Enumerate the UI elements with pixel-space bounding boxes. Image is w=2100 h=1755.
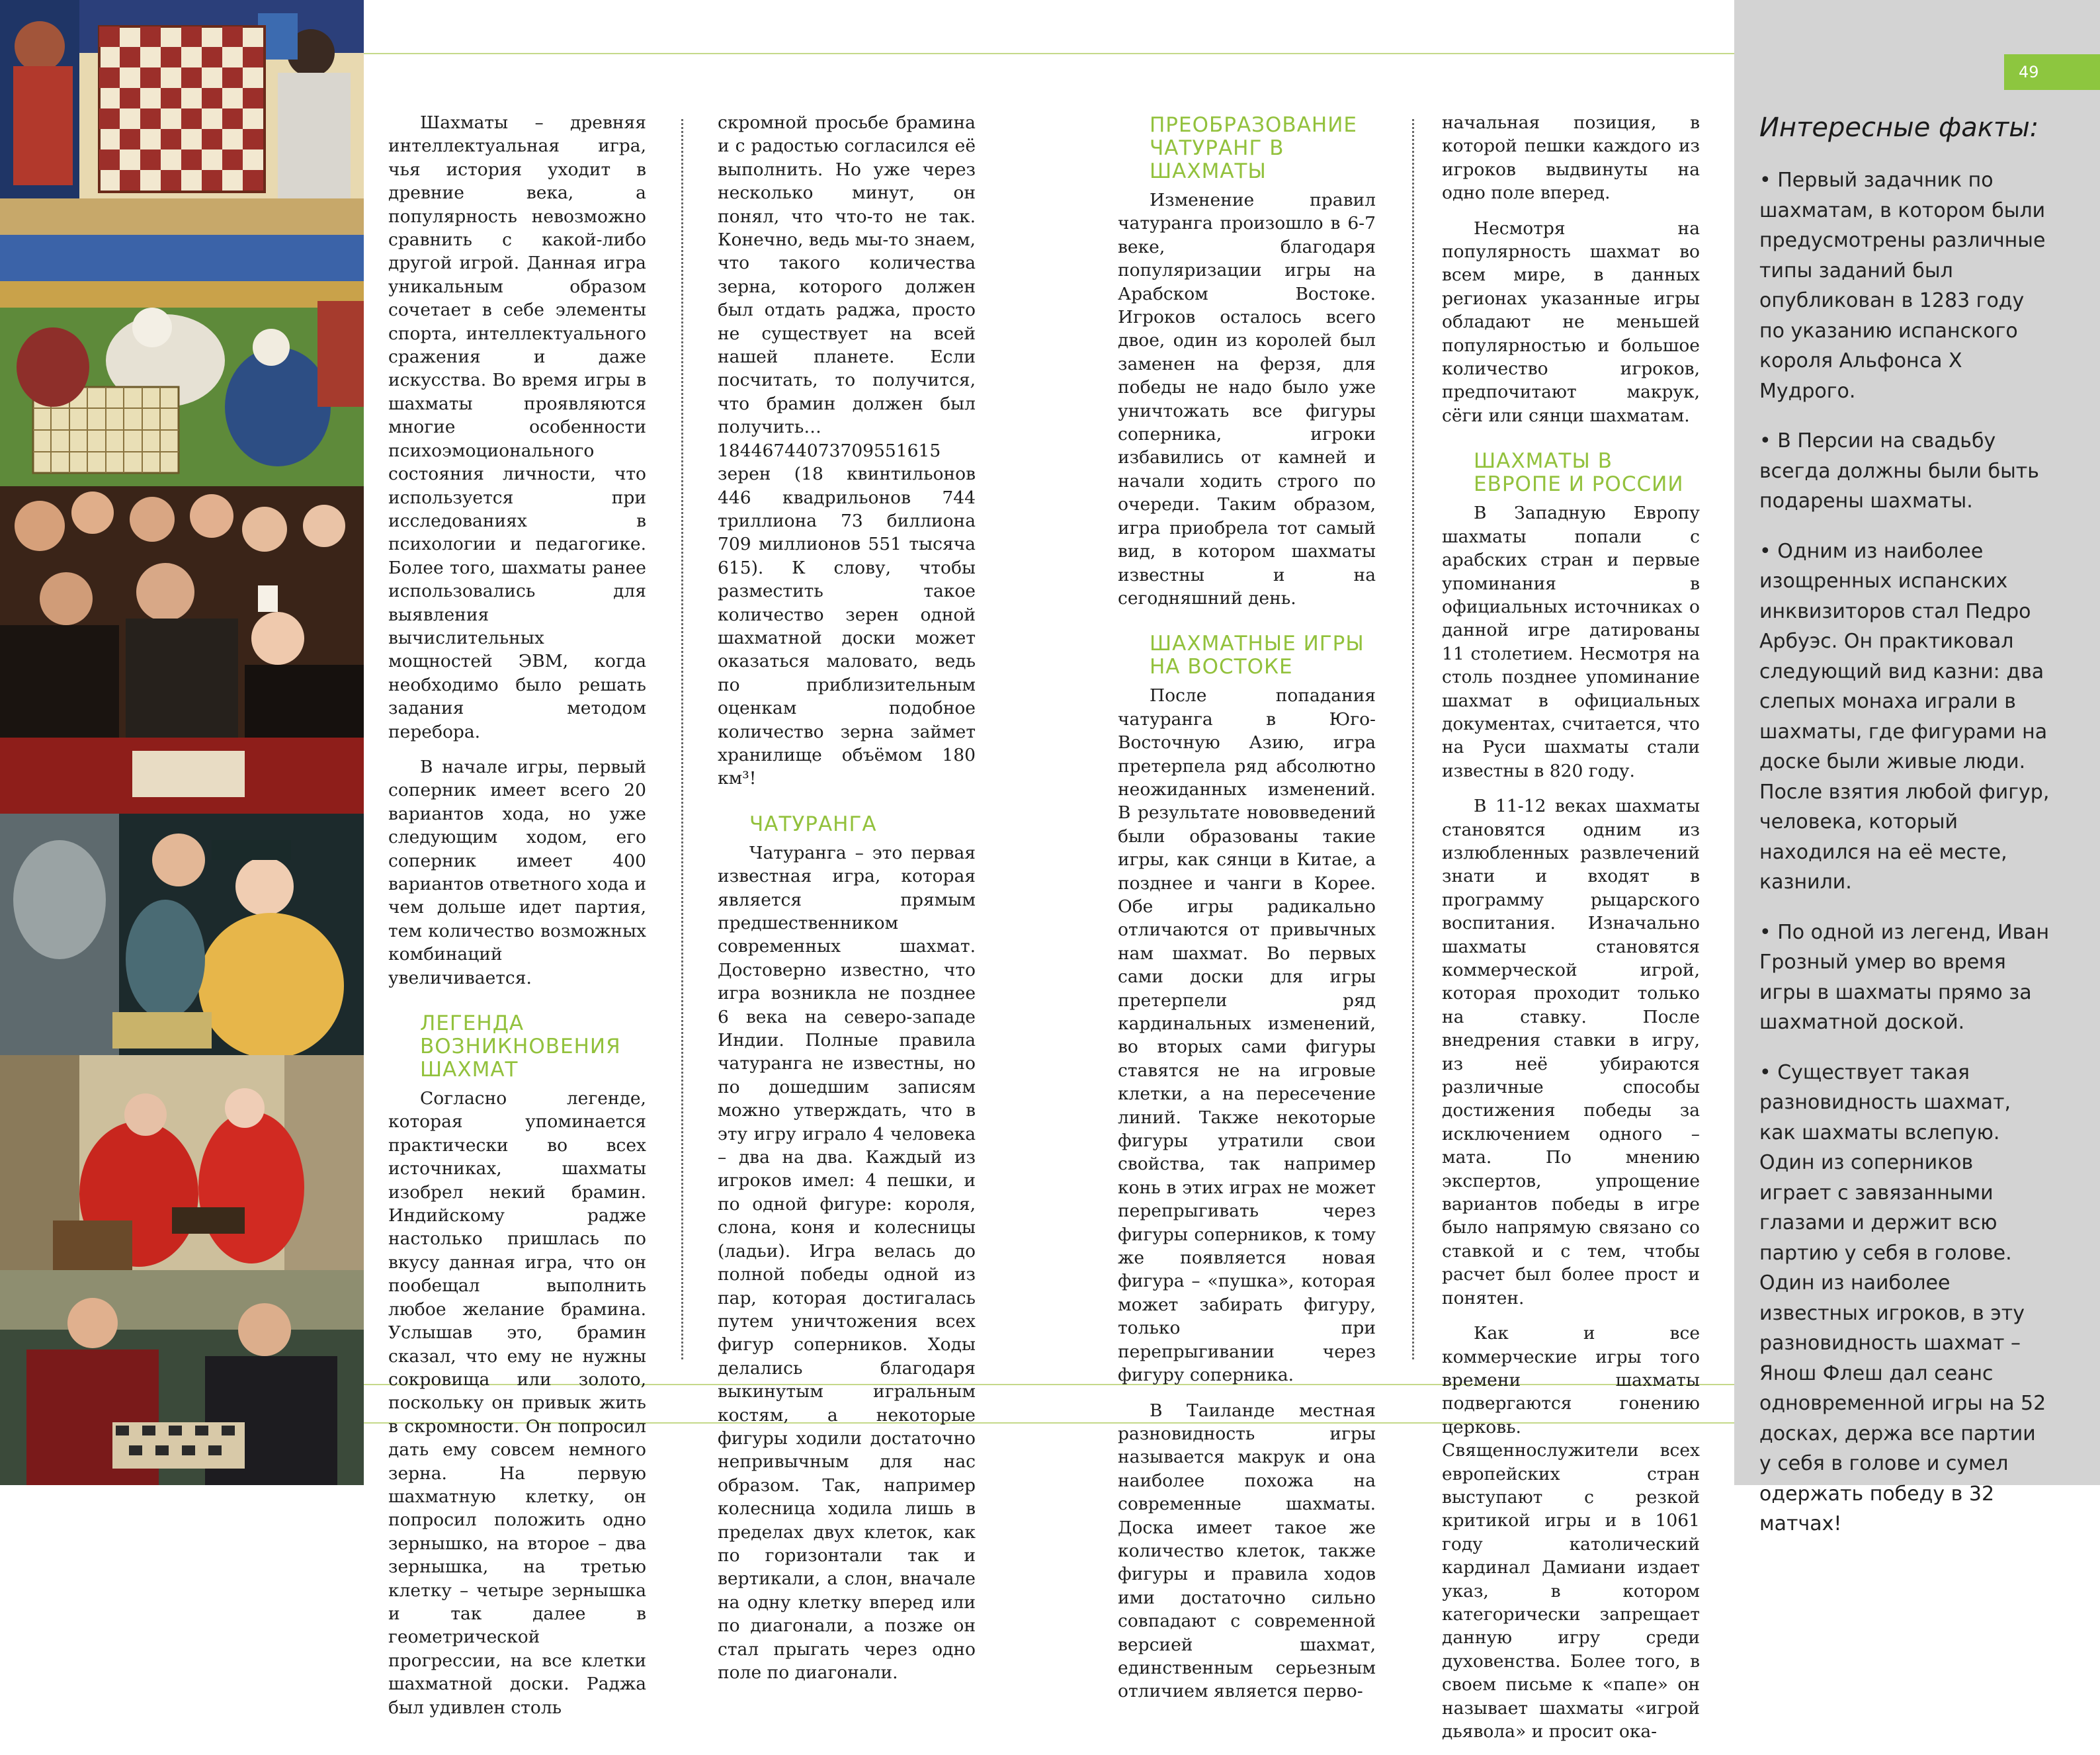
column-divider-1 [681,119,683,1359]
paragraph: Изменение правил чатуранга произошло в 6-7 веке, благодаря популяризации игры на Арабском Востоке. Игроков осталось всего двое, один из королей был заменен на ферзя, для победы не надо было уже уничтожать все фигуры соперника, игроки избавились от камней и начали ходить строго по очереди. Таким образом, игра приобрела тот самый вид, в котором шахматы известны и на сегодняшний день. [1118,190,1376,609]
paragraph: В Западную Европу шахматы попали с арабских стран и первые упоминания в официальных источниках о данной игре датированы 11 столетием. Несмотря на столь позднее упоминание шахмат в официальных документах, считается, что на Руси шахматы стали известны в 820 году. [1442,503,1700,781]
section-heading-transformation: ПРЕОБРАЗОВАНИЕ ЧАТУРАНГ В ШАХМАТЫ [1150,113,1357,183]
facts-list [1759,165,2050,1559]
painting-two-men-chess [0,1270,364,1485]
paragraph: Шахматы – древняя интеллектуальная игра, чья история уходит в древние века, а популярность невозможно сравнить с какой-либо другой игрой. Данная игра уникальным образом сочетает в себе элементы спорта, интеллектуального сражения и даже искусства. Во время игры в шахматы проявляются многие особенности психоэмоционального состояния личности, что используется при исследованиях в психологии и педагогике. Более того, шахматы ранее использовались для выявления вычислительных мощностей ЭВМ, когда необходимо было решать задания методом перебора. [388,112,646,742]
page-number: 49 [2004,54,2100,90]
section-heading-legend: ЛЕГЕНДА ВОЗНИКНОВЕНИЯ ШАХМАТ [420,1011,621,1082]
painting-persian-chess-miniature [0,235,364,486]
paragraph: После попадания чатуранга в Юго-Восточную Азию, игра претерпела ряд абсолютно неожиданных изменений. В результате нововведений были образованы такие игры, как сянци в Китае, а позднее и чанги в Корее. Обе игры радикально отличаются от привычных нам шахмат. Во первых сами доски для игры претерпели ряд кардинальных изменений, во вторых сами фигуры ставятся не на игровые клетки, а на пересечение линий. Также некоторые фигуры утратили свои свойства, так например конь в этих играх не может перепрыгивать через фигуры соперников, к тому же появляется новая фигура – «пушка», которая может забирать фигуру, только при перепрыгивании через фигуру соперника. [1118,685,1376,1386]
column-4 [1442,111,1700,1755]
painting-renaissance-chess-group [0,486,364,814]
painting-alfonso-chess-manuscript [0,0,364,235]
fact-item: • В Персии на свадьбу всегда должны были быть подарены шахматы. [1759,429,2039,513]
paragraph: скромной просьбе брамина и с радостью согласился её выполнить. Но уже через несколько минут, он понял, что что-то не так. Конечно, ведь мы-то знаем, что такого количества зерна, которого должен был отдать раджа, просто не существует на всей нашей планете. Если посчитать, то получится, что брамин должен был получить… 18446744073709551615 зерен (18 квинтильонов 446 квадрильонов 744 триллиона 73 биллиона 709 миллионов 551 тысяча 615). К слову, чтобы разместить такое количество зерен одной шахматной доски может оказаться маловато, ведь по приблизительным оценкам подобное количество зерна займет хранилище объёмом 180 км³! [718,112,976,789]
column-1 [388,111,646,1731]
paragraph: В начале игры, первый соперник имеет всего 20 вариантов хода, но уже следующим ходом, его соперник имеет 400 вариантов ответного хода и чем дольше идет партия, тем количество возможных комбинаций увеличивается. [388,756,646,988]
section-heading-chaturanga: ЧАТУРАНГА [749,812,877,836]
section-heading-europe: ШАХМАТЫ В ЕВРОПЕ И РОССИИ [1474,449,1684,497]
fact-item: • Одним из наиболее изощренных испанских инквизиторов стал Педро Арбуэс. Он практиковал следующий вид казни: два слепых монаха играли в шахматы, где фигурами на доске были живые люди. После взятия любой фигур, человека, который находился на её месте, казнили. [1759,539,2050,894]
paragraph: Чатуранга – это первая известная игра, которая является прямым предшественником современных шахмат. Достоверно известно, что игра возникла не позднее 6 века на северо-западе Индии. Полные правила чатуранга не известны, но по дошедшим записям можно утверждать, что в эту игру играло 4 человека – два на два. Каждый из игроков имел: 4 пешки, и по одной фигуре: короля, слона, коня и колесницы (ладьи). Игра велась до полной победы одной из пар, которая достигалась путем уничтожения всех фигур соперников. Ходы делались благодаря выкинутым игральным костям, а некоторые фигуры ходили достаточно непривычным для нас образом. Так, например колесница ходила лишь в пределах двух клеток, как по горизонтали так и вертикали, а слон, вначале на одну клетку вперед или по диагонали, а позже он стал прыгать через одно поле по диагонали. [718,842,976,1683]
column-3 [1118,111,1376,1715]
painting-lovers-playing-chess [0,814,364,1055]
column-divider-2 [1412,119,1414,1359]
fact-item: • Первый задачник по шахматам, в котором были предусмотрены различные типы заданий был опубликован в 1283 году по указанию испанского короля Альфонса X Мудрого. [1759,169,2046,403]
section-heading-east: ШАХМАТНЫЕ ИГРЫ НА ВОСТОКЕ [1150,632,1365,679]
fact-item: • Существует такая разновидность шахмат, как шахматы вслепую. Один из соперников играет с завязанными глазами и держит всю партию у себя в голове. Один из наиболее известных игроков, в эту разновидность шахмат – Янош Флеш дал сеанс одновременной игры на 52 досках, держа все партии у себя в голове и сумел одержать победу в 32 матчах! [1759,1060,2046,1535]
paragraph: В Таиланде местная разновидность игры называется макрук и она наиболее похожа на современные шахматы. Доска имеет такое же количество клеток, также фигуры и правила ходов ими достаточно сильно совпадают с современной версией шахмат, единственным серьезным отличием является перво- [1118,1400,1376,1702]
fact-item: • По одной из легенд, Иван Грозный умер во время игры в шахматы прямо за шахматной доской. [1759,920,2050,1034]
paragraph: В 11-12 веках шахматы становятся одним из излюбленных развлечений знати и входят в программу рыцарского воспитания. Изначально шахматы становятся коммерческой игрой, которая проходит только на ставку. После внедрения ставки в игру, из неё убираются различные способы достижения победы за исключением одного – мата. По мнению экспертов, упрощение вариантов победы в игре было напрямую связано со ставкой и с тем, чтобы расчет был более прост и понятен. [1442,796,1700,1308]
paragraph: Несмотря на популярность шахмат во всем мире, в данных регионах указанные игры обладают не меньшей популярностью и большое количество игроков, предпочитают макрук, сёги или сянци шахматам. [1442,218,1700,426]
painting-cardinals-playing-chess [0,1055,364,1270]
paragraph: Как и все коммерческие игры того времени шахматы подвергаются гонению церковь. Священнослужители всех европейских стран выступают с резкой критикой игры и в 1061 году католический кардинал Дамиани издает указ, в котором категорически запрещает данную игру среди духовенства. Более того, в своем письме к «папе» он называет шахматы «игрой дьявола» и просит ока- [1442,1323,1700,1742]
column-2 [718,111,976,1696]
paragraph: Согласно легенде, которая упоминается практически во всех источниках, шахматы изобрел некий брамин. Индийскому радже настолько пришлась по вкусу данная игра, что он пообещал выполнить любое желание брамина. Услышав это, брамин сказал, что ему не нужны сокровища или золото, поскольку он привык жить в скромности. Он попросил дать ему совсем немного зерна. На первую шахматную клетку, он попросил положить одно зернышко, на второе – два зернышка, на третью клетку – четыре зернышка и так далее в геометрической прогрессии, на все клетки шахматной доски. Раджа был удивлен столь [388,1088,646,1718]
paragraph: начальная позиция, в которой пешки каждого из игроков выдвинуты на одно поле вперед. [1442,112,1700,204]
top-rule [364,53,1734,54]
facts-title: Интересные факты: [1759,112,2039,143]
